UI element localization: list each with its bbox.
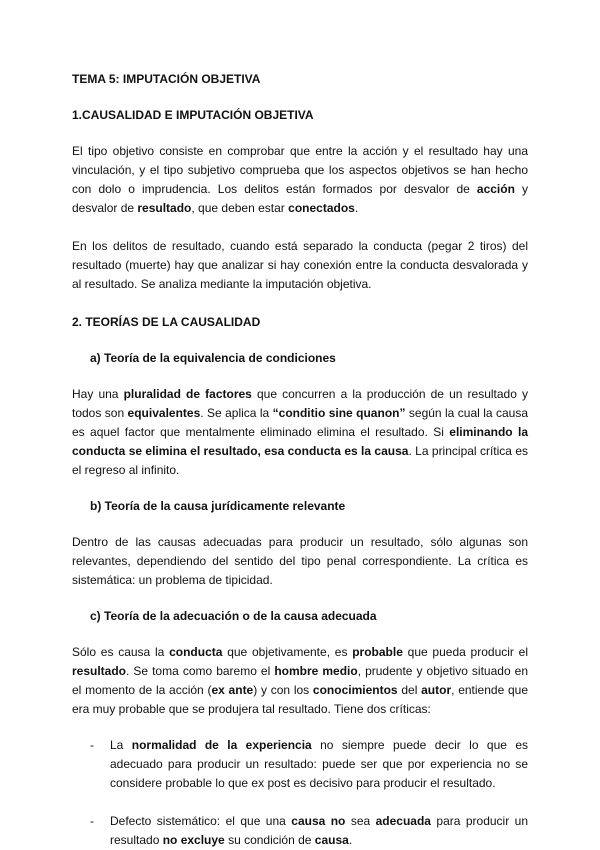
text-run: para producir un resultado bbox=[110, 814, 528, 847]
text-run: sea bbox=[345, 814, 376, 828]
section-2-heading: 2. TEORÍAS DE LA CAUSALIDAD bbox=[72, 315, 261, 329]
subsection-c-heading: c) Teoría de la adecuación o de la causa adecuada bbox=[90, 609, 377, 623]
text-run: El tipo objetivo consiste en comprobar que entre la acción y el resultado hay una vinculación, y el tipo subjetivo comprueba que los aspectos objetivos se han hecho con dolo o imprudencia. Los delitos están formados por desvalor de bbox=[72, 144, 528, 196]
text-run: que objetivamente, es bbox=[222, 645, 353, 659]
list-dash: - bbox=[90, 814, 94, 828]
section-1-paragraph-2: En los delitos de resultado, cuando está separado la conducta (pegar 2 tiros) del resultado (muerte) hay que analizar si hay conexión entre la conducta desvalorada y al resultado. Se analiza mediante la imputación objetiva. bbox=[72, 239, 528, 291]
subsection-b-heading: b) Teoría de la causa jurídicamente relevante bbox=[90, 499, 346, 513]
bold-term: conectados bbox=[288, 201, 355, 215]
text-run: La bbox=[110, 738, 132, 752]
bold-term: conducta bbox=[169, 645, 223, 659]
bold-term: resultado bbox=[137, 201, 192, 215]
bold-term: equivalentes bbox=[127, 406, 201, 420]
text-run: su condición de bbox=[224, 833, 315, 847]
bold-term: “conditio sine quanon” bbox=[272, 406, 406, 420]
text-run: según la cual la causa es aquel factor que mentalmente eliminado elimina el resultado. Si bbox=[72, 406, 528, 439]
subsection-a-heading: a) Teoría de la equivalencia de condiciones bbox=[90, 351, 336, 365]
text-run: del bbox=[397, 683, 422, 697]
section-1-heading: 1.CAUSALIDAD E IMPUTACIÓN OBJETIVA bbox=[72, 108, 314, 122]
bold-term: normalidad de la experiencia bbox=[131, 738, 312, 752]
criticism-item-1 bbox=[72, 736, 528, 793]
text-run: . bbox=[348, 833, 353, 847]
bold-term: probable bbox=[352, 645, 403, 659]
criticism-list bbox=[72, 736, 528, 850]
section-1-paragraph-1 bbox=[72, 142, 528, 218]
bold-term: pluralidad de factores bbox=[123, 387, 252, 401]
subsection-a-paragraph bbox=[72, 385, 528, 480]
subsection-c-paragraph bbox=[72, 643, 528, 719]
bold-term: causa bbox=[314, 833, 349, 847]
text-run: que concurren a la producción de un resultado y todos son bbox=[72, 387, 529, 420]
text-run: , que deben estar bbox=[191, 201, 289, 215]
text-run: y desvalor de bbox=[72, 182, 528, 215]
list-dash: - bbox=[90, 738, 94, 752]
bold-term: no excluye bbox=[162, 833, 225, 847]
text-run: ) y con los bbox=[253, 683, 313, 697]
bold-term: adecuada bbox=[375, 814, 431, 828]
document-title: TEMA 5: IMPUTACIÓN OBJETIVA bbox=[72, 72, 261, 86]
bold-term: ex ante bbox=[211, 683, 254, 697]
bold-term: conocimientos bbox=[312, 683, 398, 697]
criticism-item-2 bbox=[72, 812, 528, 850]
text-run: Hay una bbox=[72, 387, 124, 401]
text-run: , entiende que era muy probable que se produjera tal resultado. Tiene dos críticas: bbox=[72, 683, 529, 716]
text-run: . bbox=[354, 201, 359, 215]
text-run: Defecto sistemático: el que una bbox=[110, 814, 292, 828]
bold-term: resultado bbox=[72, 664, 127, 678]
text-run: que pueda producir el bbox=[402, 645, 529, 659]
bold-term: hombre medio bbox=[274, 664, 358, 678]
bold-term: acción bbox=[476, 182, 515, 196]
subsection-b-paragraph: Dentro de las causas adecuadas para producir un resultado, sólo algunas son relevantes, dependiendo del sentido del tipo penal correspondiente. La crítica es sistemática: un problema de tipicidad. bbox=[72, 535, 528, 587]
text-run: Sólo es causa la bbox=[72, 645, 170, 659]
text-run: no siempre puede decir lo que es adecuado para producir un resultado: puede ser que por experiencia no se considere probable lo que ex post es decisivo para producir el resultado. bbox=[110, 738, 529, 790]
bold-term: causa no bbox=[291, 814, 346, 828]
text-run: . La principal crítica es el regreso al infinito. bbox=[72, 444, 528, 477]
text-run: . Se toma como baremo el bbox=[126, 664, 275, 678]
text-run: . Se aplica la bbox=[200, 406, 273, 420]
bold-term: autor bbox=[421, 683, 452, 697]
text-run: , prudente y objetivo situado en el momento de la acción ( bbox=[72, 664, 528, 697]
bold-term: eliminando la conducta se elimina el resultado, esa conducta es la causa bbox=[72, 425, 528, 458]
